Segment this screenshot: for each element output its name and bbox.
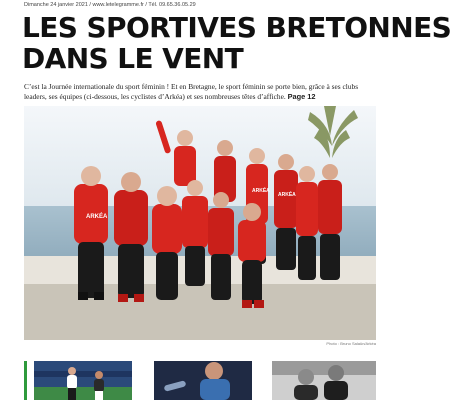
dateline: Dimanche 24 janvier 2021 / www.letelegramme.fr / Tél. 09.65.36.05.29 (24, 2, 196, 8)
headline-line-2: DANS LE VENT (22, 42, 244, 75)
teaser-photo-football[interactable] (34, 361, 132, 400)
page-reference-link[interactable]: Page 12 (287, 91, 316, 101)
jersey-text: ARKÉA (252, 188, 270, 194)
headline (22, 11, 451, 75)
headline-line-1: LES SPORTIVES BRETONNES (22, 11, 451, 44)
lead-paragraph (24, 82, 376, 101)
teaser-photo-athlete[interactable] (154, 361, 252, 400)
photo-credit: Photo : Bruno Salaün/Arkéa (326, 341, 376, 346)
jersey-text: ARKÉA (86, 214, 108, 220)
teaser-photo-portrait[interactable] (272, 361, 376, 400)
section-rule (24, 361, 27, 400)
promenade (24, 284, 376, 340)
team-photo (24, 106, 376, 340)
jersey-text: ARKÉA (278, 192, 296, 198)
lead-text: C’est la Journée internationale du sport féminin ! Et en Bretagne, le sport féminin se porte bien, grâce à ses clubs leaders, ses équipes (ci-dessous, les cyclistes d’Arkéa) et ses nombreuses têtes d’affiche. (24, 82, 359, 101)
